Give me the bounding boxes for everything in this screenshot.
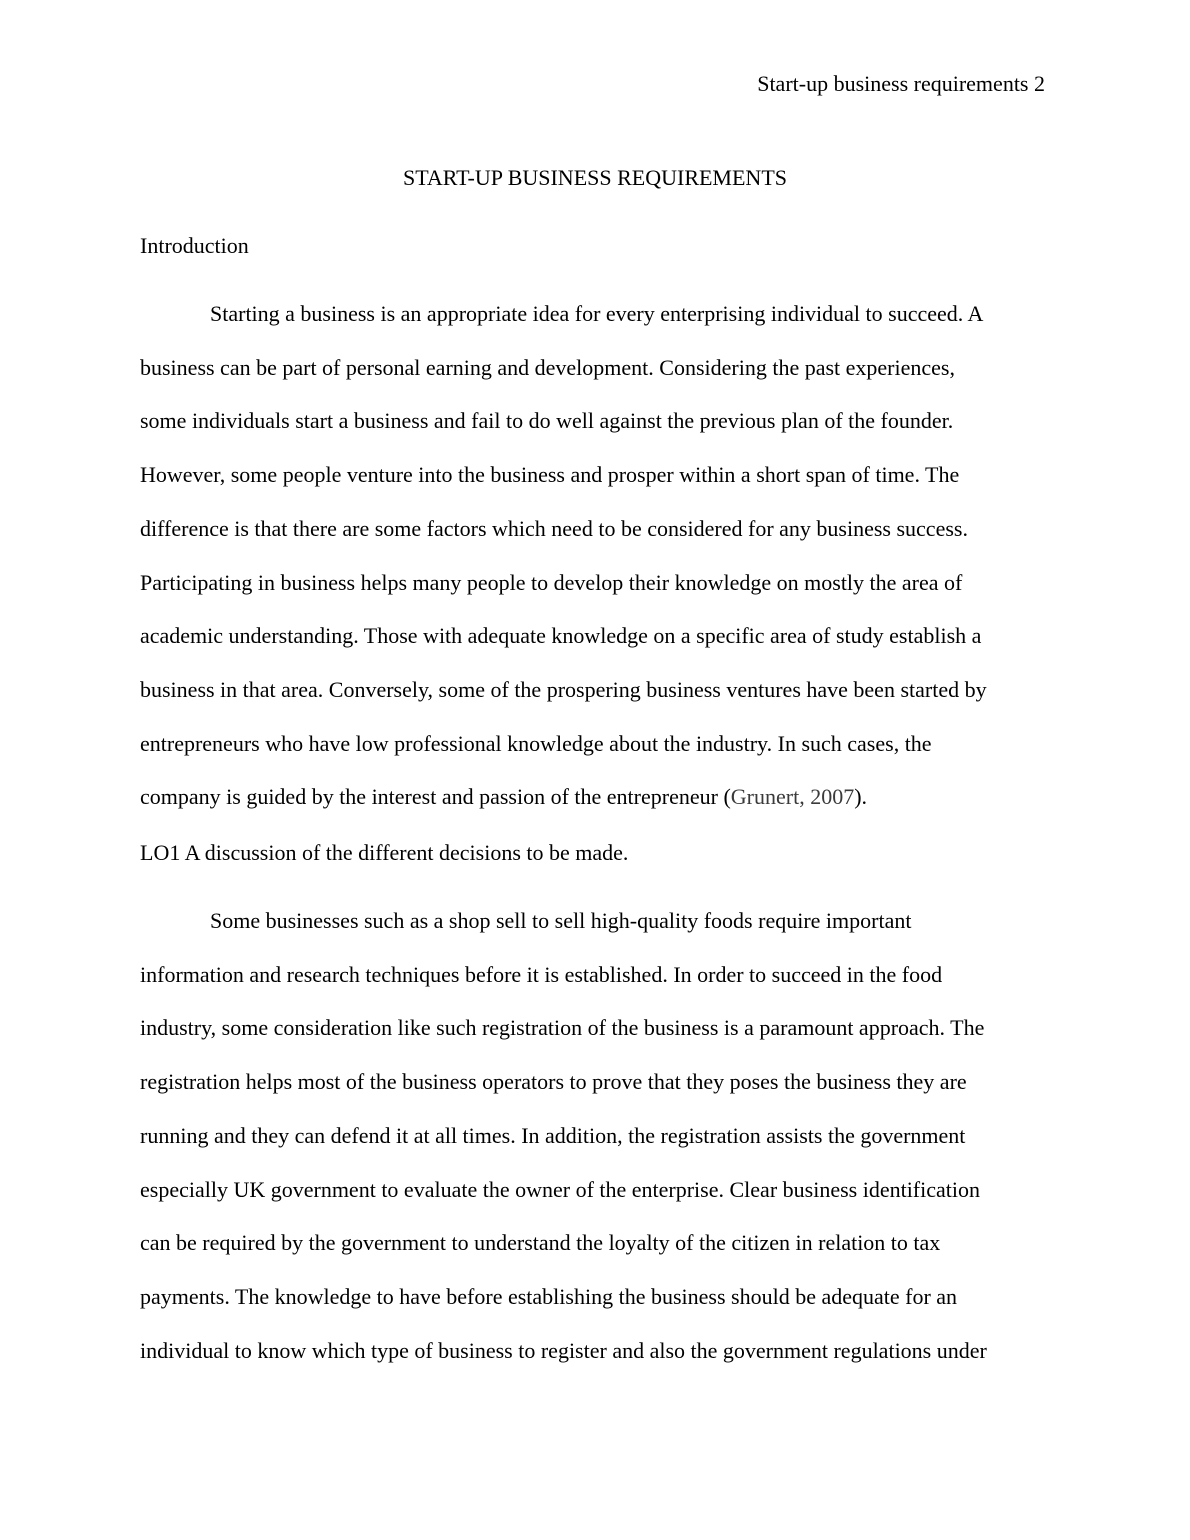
paragraph-line: Starting a business is an appropriate idea for every enterprising individual to succeed. A bbox=[210, 301, 984, 326]
section-heading-introduction: Introduction bbox=[140, 233, 249, 258]
paragraph-line: business in that area. Conversely, some of the prospering business ventures have been started by bbox=[140, 676, 987, 702]
paragraph-line: Some businesses such as a shop sell to sell high-quality foods require important bbox=[210, 908, 912, 934]
paragraph-line: industry, some consideration like such registration of the business is a paramount approach. The bbox=[140, 1015, 985, 1041]
paragraph-line: business can be part of personal earning and development. Considering the past experiences, bbox=[140, 354, 955, 380]
paragraph-line: information and research techniques before it is established. In order to succeed in the food bbox=[140, 961, 943, 987]
paragraph-line: running and they can defend it at all times. In addition, the registration assists the government bbox=[140, 1122, 966, 1148]
paragraph-line: academic understanding. Those with adequate knowledge on a specific area of study establish a bbox=[140, 623, 982, 649]
paragraph-line: Participating in business helps many people to develop their knowledge on mostly the area of bbox=[140, 569, 963, 595]
section-heading-lo1: LO1 A discussion of the different decisions to be made. bbox=[140, 840, 629, 866]
document-title: START-UP BUSINESS REQUIREMENTS bbox=[402, 165, 787, 190]
paragraph-line: some individuals start a business and fail to do well against the previous plan of the founder. bbox=[140, 408, 954, 434]
paragraph-line: especially UK government to evaluate the owner of the enterprise. Clear business identification bbox=[140, 1176, 980, 1202]
paragraph-lo1 bbox=[140, 894, 1050, 1377]
paragraph-line: However, some people venture into the business and prosper within a short span of time. The bbox=[140, 462, 960, 488]
paragraph-line: can be required by the government to understand the loyalty of the citizen in relation to tax bbox=[140, 1230, 941, 1256]
paragraph-line: difference is that there are some factors which need to be considered for any business success. bbox=[140, 515, 968, 541]
citation: Grunert, 2007 bbox=[730, 784, 855, 810]
paragraph-introduction bbox=[140, 287, 1050, 824]
paragraph-line: registration helps most of the business operators to prove that they poses the business they are bbox=[140, 1069, 967, 1095]
paragraph-line-last bbox=[140, 770, 1050, 824]
paragraph-text: ). bbox=[854, 784, 868, 810]
paragraph-line: entrepreneurs who have low professional knowledge about the industry. In such cases, the bbox=[140, 730, 932, 756]
document-body bbox=[140, 164, 1050, 1392]
paragraph-line: payments. The knowledge to have before establishing the business should be adequate for an bbox=[140, 1283, 958, 1309]
paragraph-text: company is guided by the interest and passion of the entrepreneur ( bbox=[140, 784, 731, 810]
paragraph-line: individual to know which type of business to register and also the government regulations under bbox=[140, 1337, 987, 1363]
running-head: Start-up business requirements 2 bbox=[757, 71, 1045, 96]
